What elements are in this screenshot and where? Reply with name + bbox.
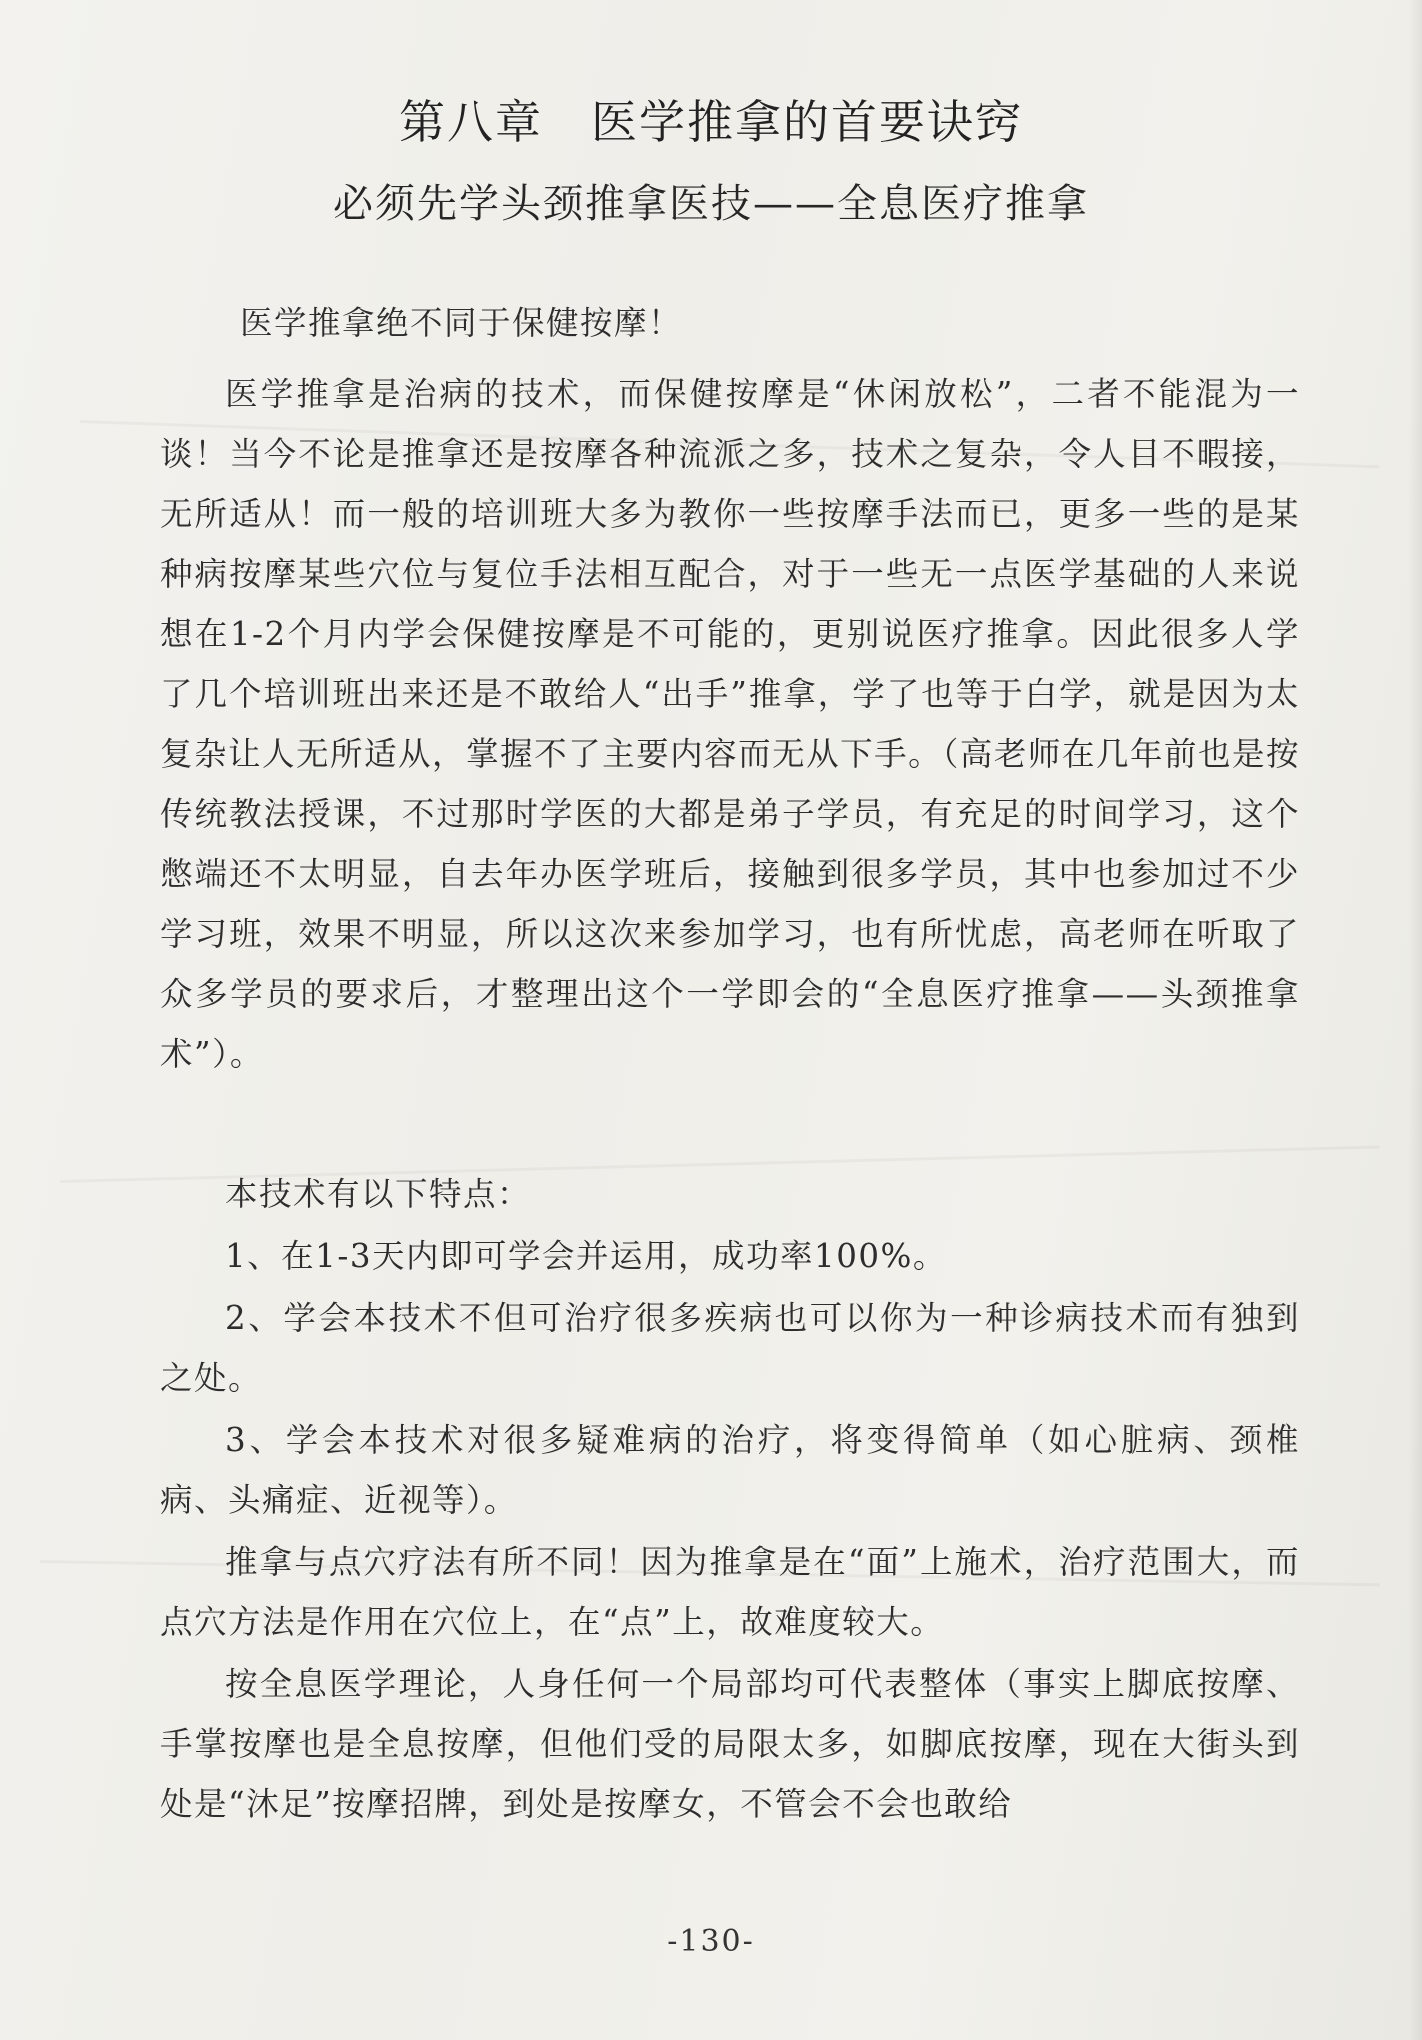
paragraph: 按全息医学理论，人身任何一个局部均可代表整体（事实上脚底按摩、手掌按摩也是全息按摩，但他们受的局限太多，如脚底按摩，现在大街头到处是“沐足”按摩招牌，到处是按摩女，不管会不会也敢给 — [160, 1665, 1300, 1823]
page-edge-shadow — [1408, 0, 1422, 2040]
chapter-subtitle: 必须先学头颈推拿医技——全息医疗推拿 — [333, 181, 1089, 227]
page-number: -130- — [667, 1924, 755, 1959]
body-section-1 — [160, 364, 1300, 1084]
paragraph: 医学推拿是治病的技术，而保健按摩是“休闲放松”，二者不能混为一谈！当今不论是推拿还是按摩各种流派之多，技术之复杂，令人目不暇接，无所适从！而一般的培训班大多为教你一些按摩手法而已，更多一些的是某种病按摩某些穴位与复位手法相互配合，对于一些无一点医学基础的人来说想在1-2个月内学会保健按摩是不可能的，更别说医疗推拿。因此很多人学了几个培训班出来还是不敢给人“出手”推拿，学了也等于白学，就是因为太复杂让人无所适从，掌握不了主要内容而无从下手。（高老师在几年前也是按传统教法授课，不过那时学医的大都是弟子学员，有充足的时间学习，这个憋端还不太明显，自去年办医学班后，接触到很多学员，其中也参加过不少学习班，效果不明显，所以这次来参加学习，也有所忧虑，高老师在听取了众多学员的要求后，才整理出这个一学即会的“全息医疗推拿——头颈推拿术”）。 — [160, 375, 1300, 1073]
feature-item-1: 1、在1-3天内即可学会并运用，成功率100%。 — [225, 1237, 947, 1275]
feature-item-3: 3、学会本技术对很多疑难病的治疗，将变得简单（如心脏病、颈椎病、头痛症、近视等）。 — [160, 1421, 1300, 1519]
paragraph: 推拿与点穴疗法有所不同！因为推拿是在“面”上施术，治疗范围大，而点穴方法是作用在穴位上，在“点”上，故难度较大。 — [160, 1543, 1300, 1641]
lead-sentence: 医学推拿绝不同于保健按摩！ — [240, 304, 683, 342]
features-intro: 本技术有以下特点： — [225, 1175, 532, 1213]
body-section-2 — [160, 1164, 1300, 1834]
chapter-title: 第八章 医学推拿的首要诀窍 — [399, 95, 1023, 149]
feature-item-2: 2、学会本技术不但可治疗很多疾病也可以你为一种诊病技术而有独到之处。 — [160, 1299, 1300, 1397]
